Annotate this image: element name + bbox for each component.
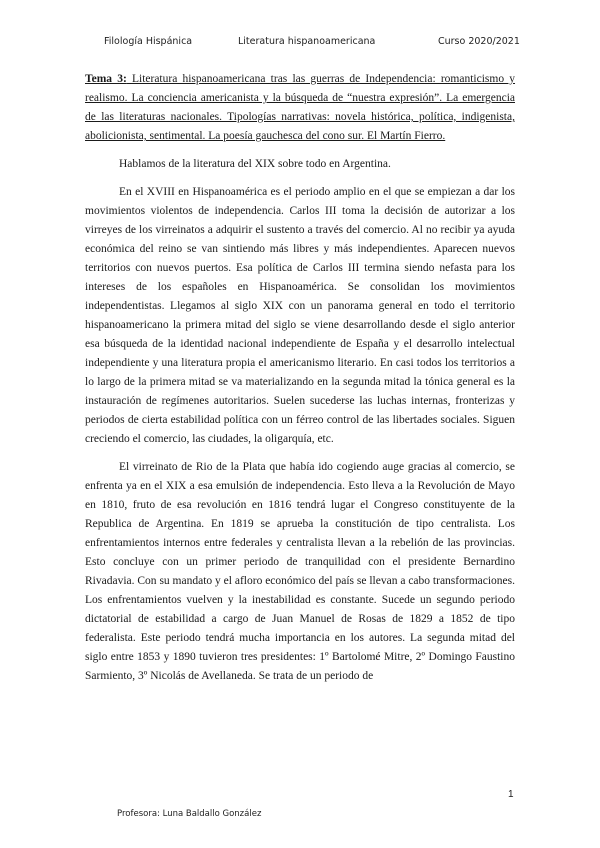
header-course-title: Literatura hispanoamericana	[238, 36, 376, 47]
paragraph-rio-de-la-plata: El virreinato de Rio de la Plata que había ido cogiendo auge gracias al comercio, se enfrenta ya en el XIX a esa emulsión de independencia. Esto lleva a la Revolución de Mayo en 1810, fruto de esa revolución en 1816 tendrá lugar el Congreso constituyente de la Republica de Argentina. En 1819 se aprueba la constitución de tipo centralista. Los enfrentamientos internos entre federales y centralista llevan a la rebelión de las provincias. Esto concluye con un primer periodo de tranquilidad con el presidente Bernardino Rivadavia. Con su mandato y el afloro económico del país se llevan a cabo transformaciones. Los enfrentamientos vuelven y la inestabilidad es constante. Sucede un segundo periodo dictatorial de estabilidad a cargo de Juan Manuel de Rosas de 1829 a 1852 de tipo federalista. Este periodo tendrá mucha importancia en los autores. La segunda mitad del siglo entre 1853 y 1890 tuvieron tres presidentes: 1º Bartolomé Mitre, 2º Domingo Faustino Sarmiento, 3º Nicolás de Avellaneda. Se trata de un periodo de	[85, 461, 515, 682]
topic-text: Literatura hispanoamericana tras las guerras de Independencia: romanticismo y realismo. La conciencia americanista y la búsqueda de “nuestra expresión”. La emergencia de las literaturas nacionales. Tipologías narrativas: novela histórica, política, indigenista, abolicionista, sentimental. La poesía gauchesca del cono sur. El Martín Fierro.	[85, 73, 516, 142]
paragraph-intro: Hablamos de la literatura del XIX sobre todo en Argentina.	[119, 158, 391, 170]
page-number: 1	[508, 789, 514, 800]
topic-label: Tema 3:	[85, 73, 127, 85]
footer-professor: Profesora: Luna Baldallo González	[117, 809, 262, 819]
header-term: Curso 2020/2021	[438, 36, 520, 47]
topic-heading	[85, 70, 515, 146]
header-subject: Filología Hispánica	[104, 36, 193, 47]
document-body	[85, 70, 515, 695]
paragraph-independence: En el XVIII en Hispanoamérica es el periodo amplio en el que se empiezan a dar los movimientos violentos de independencia. Carlos III toma la decisión de autorizar a los virreyes de los virreinatos a adquirir el sustento a través del comercio. Al no recibir ya ayuda económica del reino se van sintiendo más libres y más independientes. Aparecen nuevos territorios con nuevos puertos. Esa política de Carlos III termina siendo nefasta para los intereses de los españoles en Hispanoamérica. Se consolidan los movimientos independentistas. Llegamos al siglo XIX con un panorama general en todo el territorio hispanoamericano la primera mitad del siglo se viene desarrollando desde el siglo anterior esa búsqueda de la identidad nacional independiente de España y el desarrollo intelectual independiente y una literatura propia el americanismo literario. En casi todos los territorios a lo largo de la primera mitad se va materializando en la segunda mitad la tónica general es la instauración de regímenes autoritarios. Suelen sucederse las luchas internas, fronterizas y periodos de cierta estabilidad política con un férreo control de las libertades sociales. Siguen creciendo el comercio, las ciudades, la oligarquía, etc.	[85, 186, 515, 445]
